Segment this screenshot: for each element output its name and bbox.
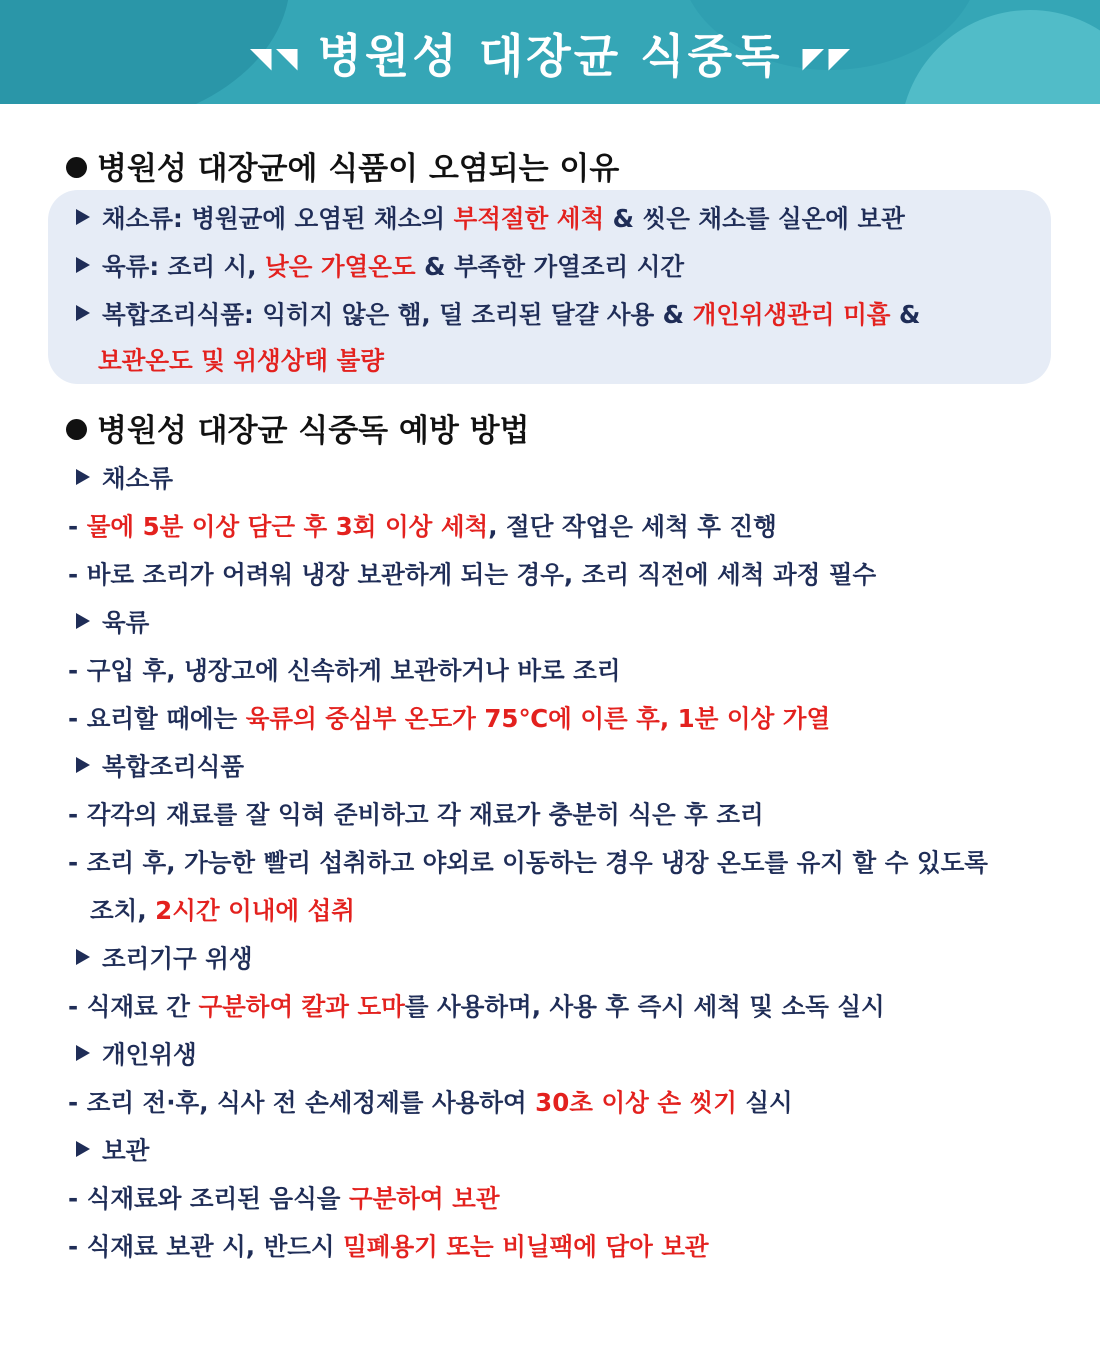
cause-item-vegetables: 채소류: 병원균에 오염된 채소의 부적절한 세척 & 씻은 채소를 실온에 보관 — [76, 200, 905, 235]
prevention-line: - 요리할 때에는 육류의 중심부 온도가 75℃에 이른 후, 1분 이상 가열 — [68, 704, 831, 733]
triangle-bullet-icon — [76, 257, 90, 273]
prevention-heading-mixed-food: 복합조리식품 — [76, 748, 244, 783]
triangle-bullet-icon — [76, 949, 90, 965]
cause-item-meat: 육류: 조리 시, 낮은 가열온도 & 부족한 가열조리 시간 — [76, 248, 684, 283]
prevention-heading-storage: 보관 — [76, 1132, 149, 1167]
page-title-row — [0, 20, 1100, 86]
prevention-line: - 구입 후, 냉장고에 신속하게 보관하거나 바로 조리 — [68, 656, 621, 685]
prevention-line: - 식재료 보관 시, 반드시 밀폐용기 또는 비닐팩에 담아 보관 — [68, 1232, 709, 1261]
bullet-icon — [66, 419, 87, 440]
page-title: 병원성 대장균 식중독 — [317, 29, 783, 83]
prevention-line: - 식재료와 조리된 음식을 구분하여 보관 — [68, 1184, 500, 1213]
triangle-bullet-icon — [76, 305, 90, 321]
prevention-heading-meat: 육류 — [76, 604, 149, 639]
prevention-heading-hygiene: 개인위생 — [76, 1036, 197, 1071]
triangle-bullet-icon — [76, 1141, 90, 1157]
section-title-causes: 병원성 대장균에 식품이 오염되는 이유 — [66, 143, 619, 188]
prevention-heading-vegetables: 채소류 — [76, 460, 173, 495]
open-quote-icon — [248, 45, 300, 75]
prevention-line: - 바로 조리가 어려워 냉장 보관하게 되는 경우, 조리 직전에 세척 과정 필수 — [68, 560, 877, 589]
prevention-heading-utensils: 조리기구 위생 — [76, 940, 253, 975]
triangle-bullet-icon — [76, 757, 90, 773]
triangle-bullet-icon — [76, 209, 90, 225]
prevention-line: - 조리 후, 가능한 빨리 섭취하고 야외로 이동하는 경우 냉장 온도를 유지 할 수 있도록 — [68, 848, 988, 877]
triangle-bullet-icon — [76, 469, 90, 485]
cause-item-mixed-food: 복합조리식품: 익히지 않은 햄, 덜 조리된 달걀 사용 & 개인위생관리 미흡 & — [76, 296, 920, 331]
prevention-line: 조치, 2시간 이내에 섭취 — [90, 896, 355, 925]
cause-item-mixed-food-cont: 보관온도 및 위생상태 불량 — [98, 346, 384, 375]
prevention-line: - 물에 5분 이상 담근 후 3회 이상 세척, 절단 작업은 세척 후 진행 — [68, 512, 777, 541]
section-title-prevention: 병원성 대장균 식중독 예방 방법 — [66, 405, 529, 450]
header-banner — [0, 0, 1100, 104]
prevention-line: - 조리 전·후, 식사 전 손세정제를 사용하여 30초 이상 손 씻기 실시 — [68, 1088, 793, 1117]
close-quote-icon — [800, 45, 852, 75]
bullet-icon — [66, 157, 87, 178]
triangle-bullet-icon — [76, 1045, 90, 1061]
prevention-line: - 식재료 간 구분하여 칼과 도마를 사용하며, 사용 후 즉시 세척 및 소독 실시 — [68, 992, 885, 1021]
triangle-bullet-icon — [76, 613, 90, 629]
prevention-line: - 각각의 재료를 잘 익혀 준비하고 각 재료가 충분히 식은 후 조리 — [68, 800, 764, 829]
